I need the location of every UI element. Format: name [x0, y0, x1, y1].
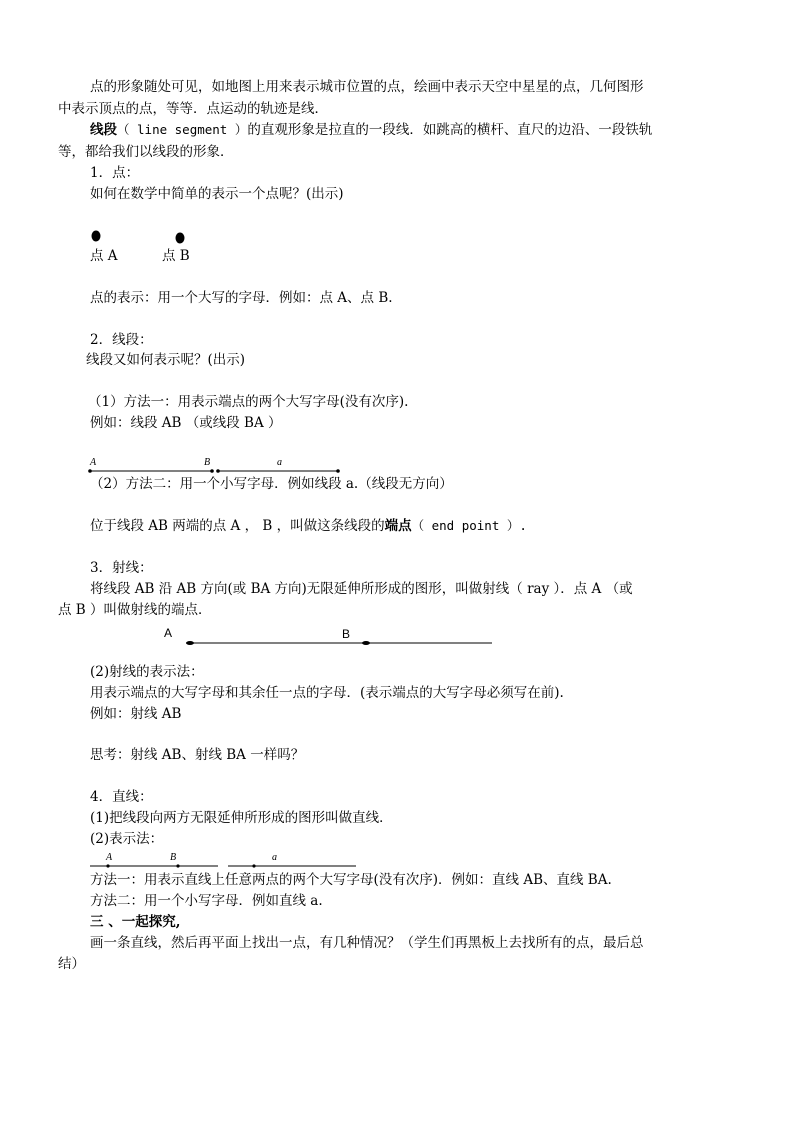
- segment-term: 线段: [90, 122, 117, 138]
- ray-heading: 3．射线：: [90, 560, 153, 576]
- segment-method-2: （2）方法二：用一个小写字母．例如线段 a.（线段无方向）: [90, 476, 453, 492]
- line-label-a: A: [106, 852, 113, 863]
- ray-example: 例如：射线 AB: [90, 706, 182, 722]
- line-label-b: B: [170, 852, 177, 863]
- line-notation-heading: (2)表示法：: [90, 831, 164, 847]
- segment-intro-line-2: 等，都给我们以线段的形象．: [58, 144, 234, 160]
- explore-heading: 三 、一起探究,: [90, 914, 181, 930]
- line-point-mark: [252, 864, 255, 867]
- line-method-1: 方法一：用表示直线上任意两点的两个大写字母(没有次序)．例如：直线 AB、直线 BA.: [90, 872, 612, 888]
- segment-label-a: A: [90, 457, 97, 468]
- line-point-a: [106, 864, 109, 867]
- segment-example-1: 例如：线段 AB （或线段 BA ）: [90, 415, 282, 431]
- intro-line-1: 点的形象随处可见，如地图上用来表示城市位置的点，绘画中表示天空中星星的点，几何图形: [90, 79, 644, 95]
- endpoint-pre: 位于线段 AB 两端的点 A ， B ，叫做这条线段的: [90, 518, 385, 534]
- endpoint-term-en: （ end point ）.: [411, 518, 527, 533]
- ray-label-a: A: [164, 626, 173, 640]
- segment-method-1: （1）方法一：用表示端点的两个大写字母(没有次序).: [88, 394, 409, 410]
- intro-line-2: 中表示顶点的点，等等．点运动的轨迹是线．: [58, 101, 328, 117]
- line-label-lower-a: a: [272, 852, 277, 863]
- ray-label-b: B: [342, 627, 351, 641]
- segment-heading: 2．线段：: [90, 332, 153, 348]
- segment-intro-rest: 的直观形象是拉直的一段线．如跳高的横杆、直尺的边沿、一段铁轨: [247, 122, 653, 138]
- point-b-label: 点 B: [162, 248, 190, 264]
- segment-term-en: （ line segment ）: [117, 122, 248, 137]
- point-heading: 1．点：: [90, 165, 140, 181]
- ray-def-line-2: 点 B ）叫做射线的端点．: [58, 602, 212, 618]
- segment-label-b: B: [204, 457, 211, 468]
- segment-question: 线段又如何表示呢？(出示): [86, 352, 246, 368]
- segment-label-lower-a: a: [277, 457, 282, 468]
- ray-def-line-1: 将线段 AB 沿 AB 方向(或 BA 方向)无限延伸所形成的图形，叫做射线（ ray ）．点 A （或: [90, 581, 633, 597]
- line-def: (1)把线段向两方无限延伸所形成的图形叫做直线．: [90, 810, 393, 826]
- line-point-b: [176, 864, 179, 867]
- point-a-label: 点 A: [90, 248, 118, 264]
- line-method-2: 方法二：用一个小写字母．例如直线 a.: [90, 893, 323, 909]
- ray-think: 思考：射线 AB、射线 BA 一样吗？: [90, 747, 305, 763]
- endpoint-term: 端点: [384, 518, 412, 534]
- explore-line-2: 结）: [58, 956, 85, 972]
- ray-notation-rule: 用表示端点的大写字母和其余任一点的字母．(表示端点的大写字母必须写在前).: [90, 685, 564, 701]
- ray-notation-heading: (2)射线的表示法：: [90, 664, 204, 680]
- line-heading: 4．直线：: [90, 789, 153, 805]
- explore-line-1: 画一条直线，然后再平面上找出一点，有几种情况？（学生们再黑板上去找所有的点，最后总: [90, 935, 644, 951]
- point-question: 如何在数学中简单的表示一个点呢？(出示): [90, 186, 344, 202]
- point-notation: 点的表示：用一个大写的字母．例如：点 A、点 B.: [90, 290, 393, 306]
